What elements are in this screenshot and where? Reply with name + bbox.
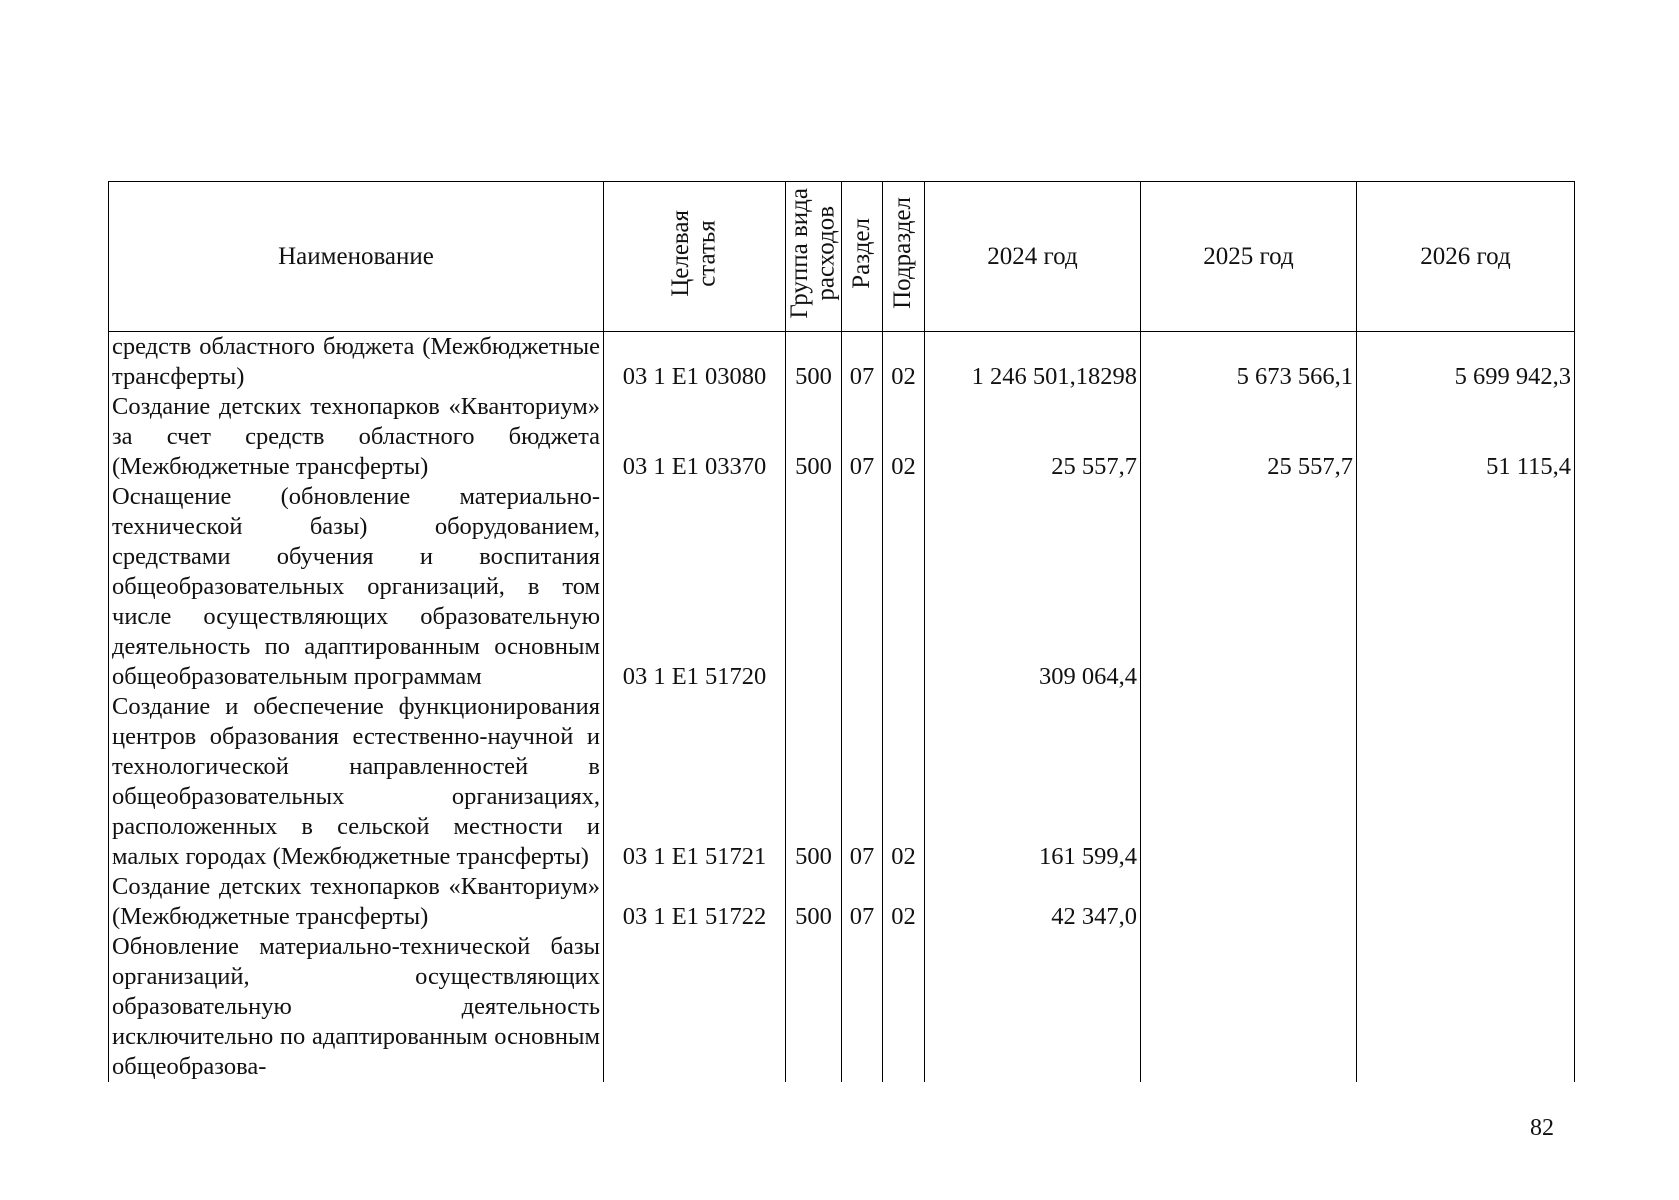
row-name: Обновление материально-технической базы организаций, осуществляющих образовательную деятельность исключительно по адаптированным основным общеобразова- <box>109 932 604 1082</box>
row-expense-group: 500 <box>786 332 842 393</box>
table-row <box>109 872 1575 932</box>
row-name: Создание детских технопарков «Кванториум» (Межбюджетные трансферты) <box>109 872 604 932</box>
row-subsection: 02 <box>883 332 925 393</box>
row-section <box>842 482 883 692</box>
row-amount-2026 <box>1357 932 1575 1082</box>
row-amount-2026 <box>1357 692 1575 872</box>
row-subsection: 02 <box>883 692 925 872</box>
row-amount-2024: 309 064,4 <box>925 482 1141 692</box>
table-row <box>109 692 1575 872</box>
header-subsection: Подраздел <box>883 182 925 332</box>
row-amount-2024 <box>925 932 1141 1082</box>
row-amount-2026 <box>1357 872 1575 932</box>
row-amount-2026: 5 699 942,3 <box>1357 332 1575 393</box>
row-section: 07 <box>842 692 883 872</box>
row-subsection: 02 <box>883 872 925 932</box>
row-amount-2024: 161 599,4 <box>925 692 1141 872</box>
table-header <box>109 182 1575 332</box>
row-expense-group <box>786 482 842 692</box>
row-expense-group <box>786 932 842 1082</box>
row-section <box>842 932 883 1082</box>
table-body <box>109 332 1575 1083</box>
row-amount-2024: 1 246 501,18298 <box>925 332 1141 393</box>
row-expense-group: 500 <box>786 872 842 932</box>
row-target-article <box>604 932 786 1082</box>
header-name: Наименование <box>109 182 604 332</box>
row-amount-2025 <box>1141 482 1357 692</box>
row-subsection <box>883 932 925 1082</box>
row-subsection: 02 <box>883 392 925 482</box>
header-year-2026: 2026 год <box>1357 182 1575 332</box>
row-amount-2025: 25 557,7 <box>1141 392 1357 482</box>
row-section: 07 <box>842 872 883 932</box>
row-amount-2025 <box>1141 932 1357 1082</box>
table-row <box>109 392 1575 482</box>
page-number: 82 <box>1530 1115 1554 1141</box>
row-amount-2026: 51 115,4 <box>1357 392 1575 482</box>
row-target-article: 03 1 E1 03370 <box>604 392 786 482</box>
budget-table-container <box>108 181 1575 1082</box>
table-row <box>109 332 1575 393</box>
budget-table <box>108 181 1575 1082</box>
row-name: Создание детских технопарков «Кванториум» за счет средств областного бюджета (Межбюджетные трансферты) <box>109 392 604 482</box>
row-subsection <box>883 482 925 692</box>
row-section: 07 <box>842 392 883 482</box>
table-row <box>109 932 1575 1082</box>
row-target-article: 03 1 E1 03080 <box>604 332 786 393</box>
row-name: Создание и обеспечение функционирования центров образования естественно-научной и технологической направленностей в общеобразовательных организациях, расположенных в сельской местности и малых городах (Межбюджетные трансферты) <box>109 692 604 872</box>
row-expense-group: 500 <box>786 392 842 482</box>
row-amount-2025: 5 673 566,1 <box>1141 332 1357 393</box>
row-target-article: 03 1 E1 51721 <box>604 692 786 872</box>
row-target-article: 03 1 E1 51722 <box>604 872 786 932</box>
header-year-2025: 2025 год <box>1141 182 1357 332</box>
row-expense-group: 500 <box>786 692 842 872</box>
row-name: Оснащение (обновление материально-технической базы) оборудованием, средствами обучения и воспитания общеобразовательных организаций, в том числе осуществляющих образовательную деятельность по адаптированным основным общеобразовательным программам <box>109 482 604 692</box>
row-amount-2024: 42 347,0 <box>925 872 1141 932</box>
row-amount-2025 <box>1141 692 1357 872</box>
header-year-2024: 2024 год <box>925 182 1141 332</box>
row-section: 07 <box>842 332 883 393</box>
row-target-article: 03 1 E1 51720 <box>604 482 786 692</box>
row-amount-2026 <box>1357 482 1575 692</box>
row-amount-2024: 25 557,7 <box>925 392 1141 482</box>
table-row <box>109 482 1575 692</box>
row-name: средств областного бюджета (Межбюджетные трансферты) <box>109 332 604 393</box>
header-section: Раздел <box>842 182 883 332</box>
header-target-article: Целевая статья <box>604 182 786 332</box>
row-amount-2025 <box>1141 872 1357 932</box>
header-expense-group: Группа вида расходов <box>786 182 842 332</box>
